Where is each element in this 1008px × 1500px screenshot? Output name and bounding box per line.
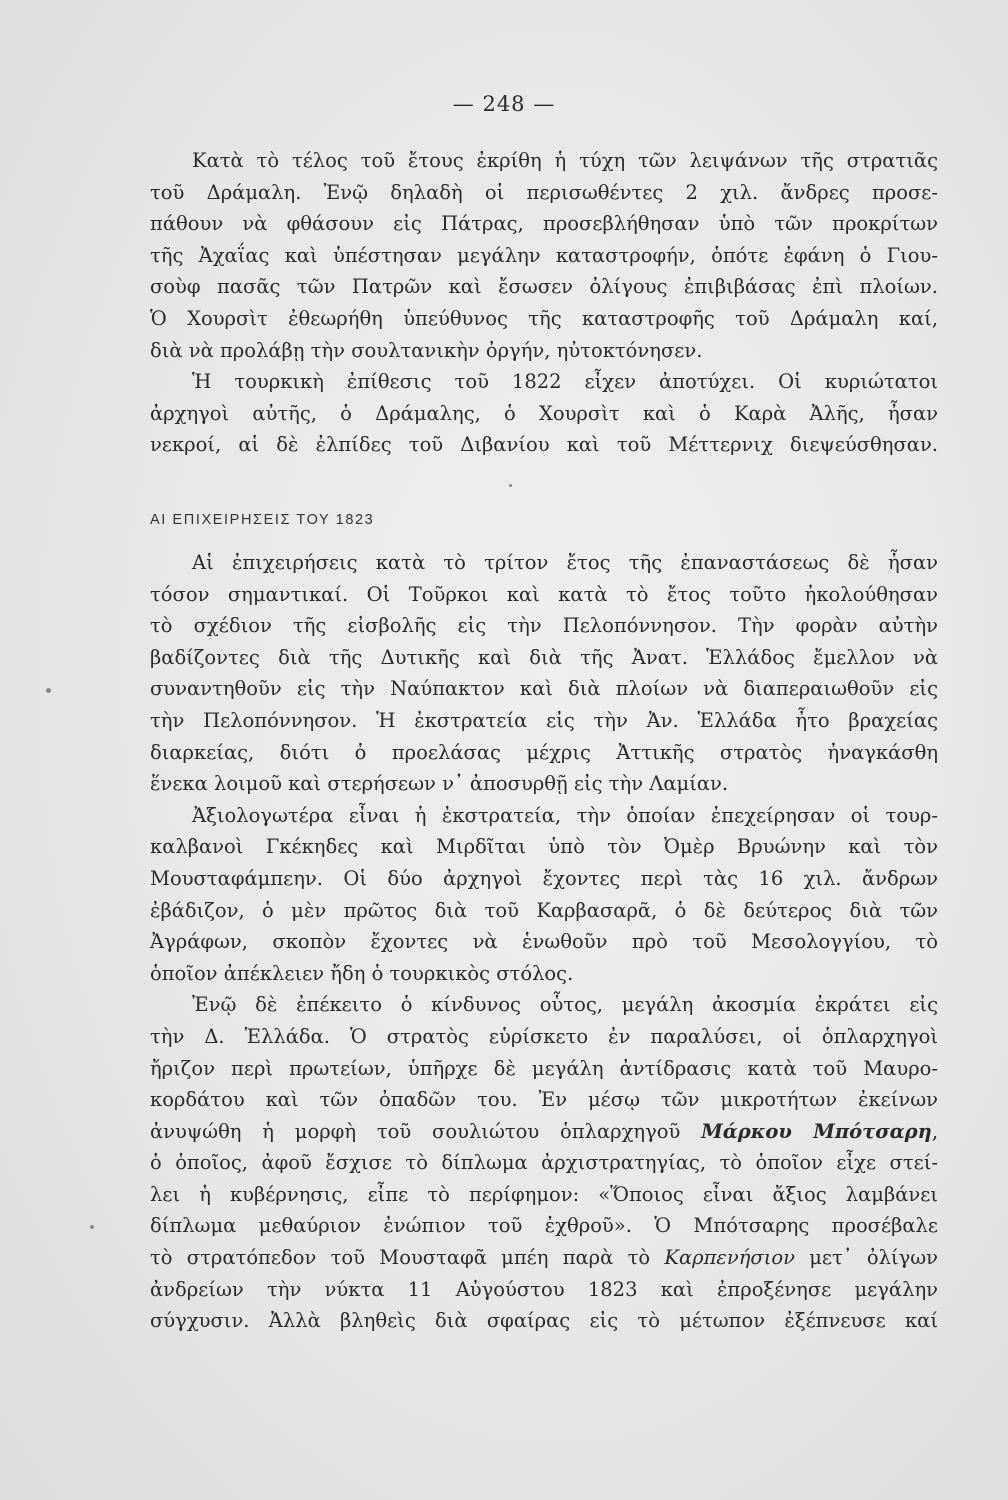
text-line: διαρκείας, διότι ὁ προελάσας μέχρις Ἀττικῆς στρατὸς ἠναγκάσθη [150,740,938,764]
text-line: κορδάτου καὶ τῶν ὀπαδῶν του. Ἐν μέσῳ τῶν μικροτήτων ἐκείνων [150,1088,938,1112]
page-number: — 248 — [452,92,556,116]
line-text: τὸ στρατόπεδον τοῦ Μουσταφᾶ μπέη παρὰ τὸ [150,1246,665,1270]
text-line: τὴν Πελοπόννησον. Ἡ ἐκστρατεία εἰς τὴν Ἀν. Ἑλλάδα ἦτο βραχείας [150,708,938,732]
line-text: ἀνυψώθη ἡ μορφὴ τοῦ σουλιώτου ὁπλαρχηγοῦ [150,1119,702,1143]
text-line: τὴν Δ. Ἑλλάδα. Ὁ στρατὸς εὑρίσκετο ἐν παραλύσει, οἱ ὁπλαρχηγοὶ [150,1024,938,1048]
text-line: ἤριζον περὶ πρωτείων, ὑπῆρχε δὲ μεγάλη ἀντίδρασις κατὰ τοῦ Μαυρο- [150,1056,938,1080]
text-line [150,1242,938,1274]
text-line: καλβανοὶ Γκέκηδες καὶ Μιρδῖται ὑπὸ τὸν Ὀμὲρ Βρυώνην καὶ τὸν [150,835,938,859]
text-line: ἀνδρείων τὴν νύκτα 11 Αὐγούστου 1823 καὶ ἐπροξένησε μεγάλην [150,1277,938,1301]
text-line: πάθουν νὰ φθάσουν εἰς Πάτρας, προσεβλήθησαν ὑπὸ τῶν προκρίτων [150,212,938,236]
text-line: Ὁ Χουρσὶτ ἐθεωρήθη ὑπεύθυνος τῆς καταστροφῆς τοῦ Δράμαλη καί, [150,306,938,330]
print-speck [90,1225,94,1229]
text-line: Ἀξιολογωτέρα εἶναι ἡ ἐκστρατεία, τὴν ὁποίαν ἐπεχείρησαν οἱ τουρ- [192,803,938,827]
text-line: δίπλωμα μεθαύριον ἐνώπιον τοῦ ἐχθροῦ». Ὁ Μπότσαρης προσέβαλε [150,1214,938,1238]
italic-place-name: Καρπενήσιον [664,1246,795,1270]
text-line: βαδίζοντες διὰ τῆς Δυτικῆς καὶ διὰ τῆς Ἀνατ. Ἑλλάδος ἔμελλον νὰ [150,645,938,669]
paragraph-group-2 [150,547,938,1337]
text-line: συναντηθοῦν εἰς τὴν Ναύπακτον καὶ διὰ πλοίων νὰ διαπεραιωθοῦν εἰς [150,677,938,701]
text-line: ὁποῖον ἀπέκλειεν ἤδη ὁ τουρκικὸς στόλος. [150,961,574,985]
paragraph-group-1 [150,145,938,461]
text-line: Ἡ τουρκικὴ ἐπίθεσις τοῦ 1822 εἶχεν ἀποτύχει. Οἱ κυριώτατοι [192,370,938,394]
line-text: , [931,1119,939,1143]
text-line: τῆς Ἀχαΐας καὶ ὑπέστησαν μεγάλην καταστροφήν, ὁπότε ἐφάνη ὁ Γιου- [150,243,938,267]
text-line: Αἱ ἐπιχειρήσεις κατὰ τὸ τρίτον ἔτος τῆς ἐπαναστάσεως δὲ ἦσαν [192,551,938,574]
text-line: σοὺφ πασᾶς τῶν Πατρῶν καὶ ἔσωσεν ὀλίγους ἐπιβιβάσας ἐπὶ πλοίων. [150,275,938,299]
text-line: τοῦ Δράμαλη. Ἐνῷ δηλαδὴ οἱ περισωθέντες 2 χιλ. ἄνδρες προσε- [150,180,938,204]
text-line: λει ἡ κυβέρνησις, εἶπε τὸ περίφημον: «Ὅποιος εἶναι ἄξιος λαμβάνει [150,1182,938,1206]
print-speck [509,484,512,487]
text-line: νεκροί, αἱ δὲ ἐλπίδες τοῦ Διβανίου καὶ τοῦ Μέττερνιχ διεψεύσθησαν. [150,433,938,457]
emphasized-name: Μάρκου Μπότσαρη [701,1119,932,1143]
text-line: Κατὰ τὸ τέλος τοῦ ἔτους ἐκρίθη ἡ τύχη τῶν λειψάνων τῆς στρατιᾶς [192,149,938,172]
text-line: ἕνεκα λοιμοῦ καὶ στερήσεων ν᾽ ἀποσυρθῇ εἰς τὴν Λαμίαν. [150,772,729,796]
text-line: διὰ νὰ προλάβῃ τὴν σουλτανικὴν ὀργήν, ηὐτοκτόνησεν. [150,338,703,362]
text-line: τόσον σημαντικαί. Οἱ Τοῦρκοι καὶ κατὰ τὸ ἔτος τοῦτο ἠκολούθησαν [150,582,938,606]
text-line: Ἐνῷ δὲ ἐπέκειτο ὁ κίνδυνος οὗτος, μεγάλη ἀκοσμία ἐκράτει εἰς [192,993,938,1017]
text-line: Ἀγράφων, σκοπὸν ἔχοντες νὰ ἑνωθοῦν πρὸ τοῦ Μεσολογγίου, τὸ [150,930,938,954]
text-line: ὁ ὁποῖος, ἀφοῦ ἔσχισε τὸ δίπλωμα ἀρχιστρατηγίας, τὸ ὁποῖον εἶχε στεί- [150,1151,938,1175]
text-line: ἀρχηγοὶ αὐτῆς, ὁ Δράμαλης, ὁ Χουρσὶτ καὶ ὁ Καρὰ Ἀλῆς, ἦσαν [150,401,938,425]
text-line: Μουσταφάμπεην. Οἱ δύο ἀρχηγοὶ ἔχοντες περὶ τὰς 16 χιλ. ἄνδρων [150,866,938,890]
line-text: μετ᾽ ὀλίγων [794,1246,938,1270]
text-line: σύγχυσιν. Ἀλλὰ βληθεὶς διὰ σφαίρας εἰς τὸ μέτωπον ἐξέπνευσε καί [150,1309,938,1333]
text-line [150,1116,938,1148]
section-heading: ΑΙ ΕΠΙΧΕΙΡΗΣΕΙΣ ΤΟΥ 1823 [150,512,375,528]
print-speck [46,688,51,693]
text-line: τὸ σχέδιον τῆς εἰσβολῆς εἰς τὴν Πελοπόννησον. Τὴν φορὰν αὐτὴν [150,614,938,638]
text-line: ἐβάδιζον, ὁ μὲν πρῶτος διὰ τοῦ Καρβασαρᾶ, ὁ δὲ δεύτερος διὰ τῶν [150,898,938,922]
